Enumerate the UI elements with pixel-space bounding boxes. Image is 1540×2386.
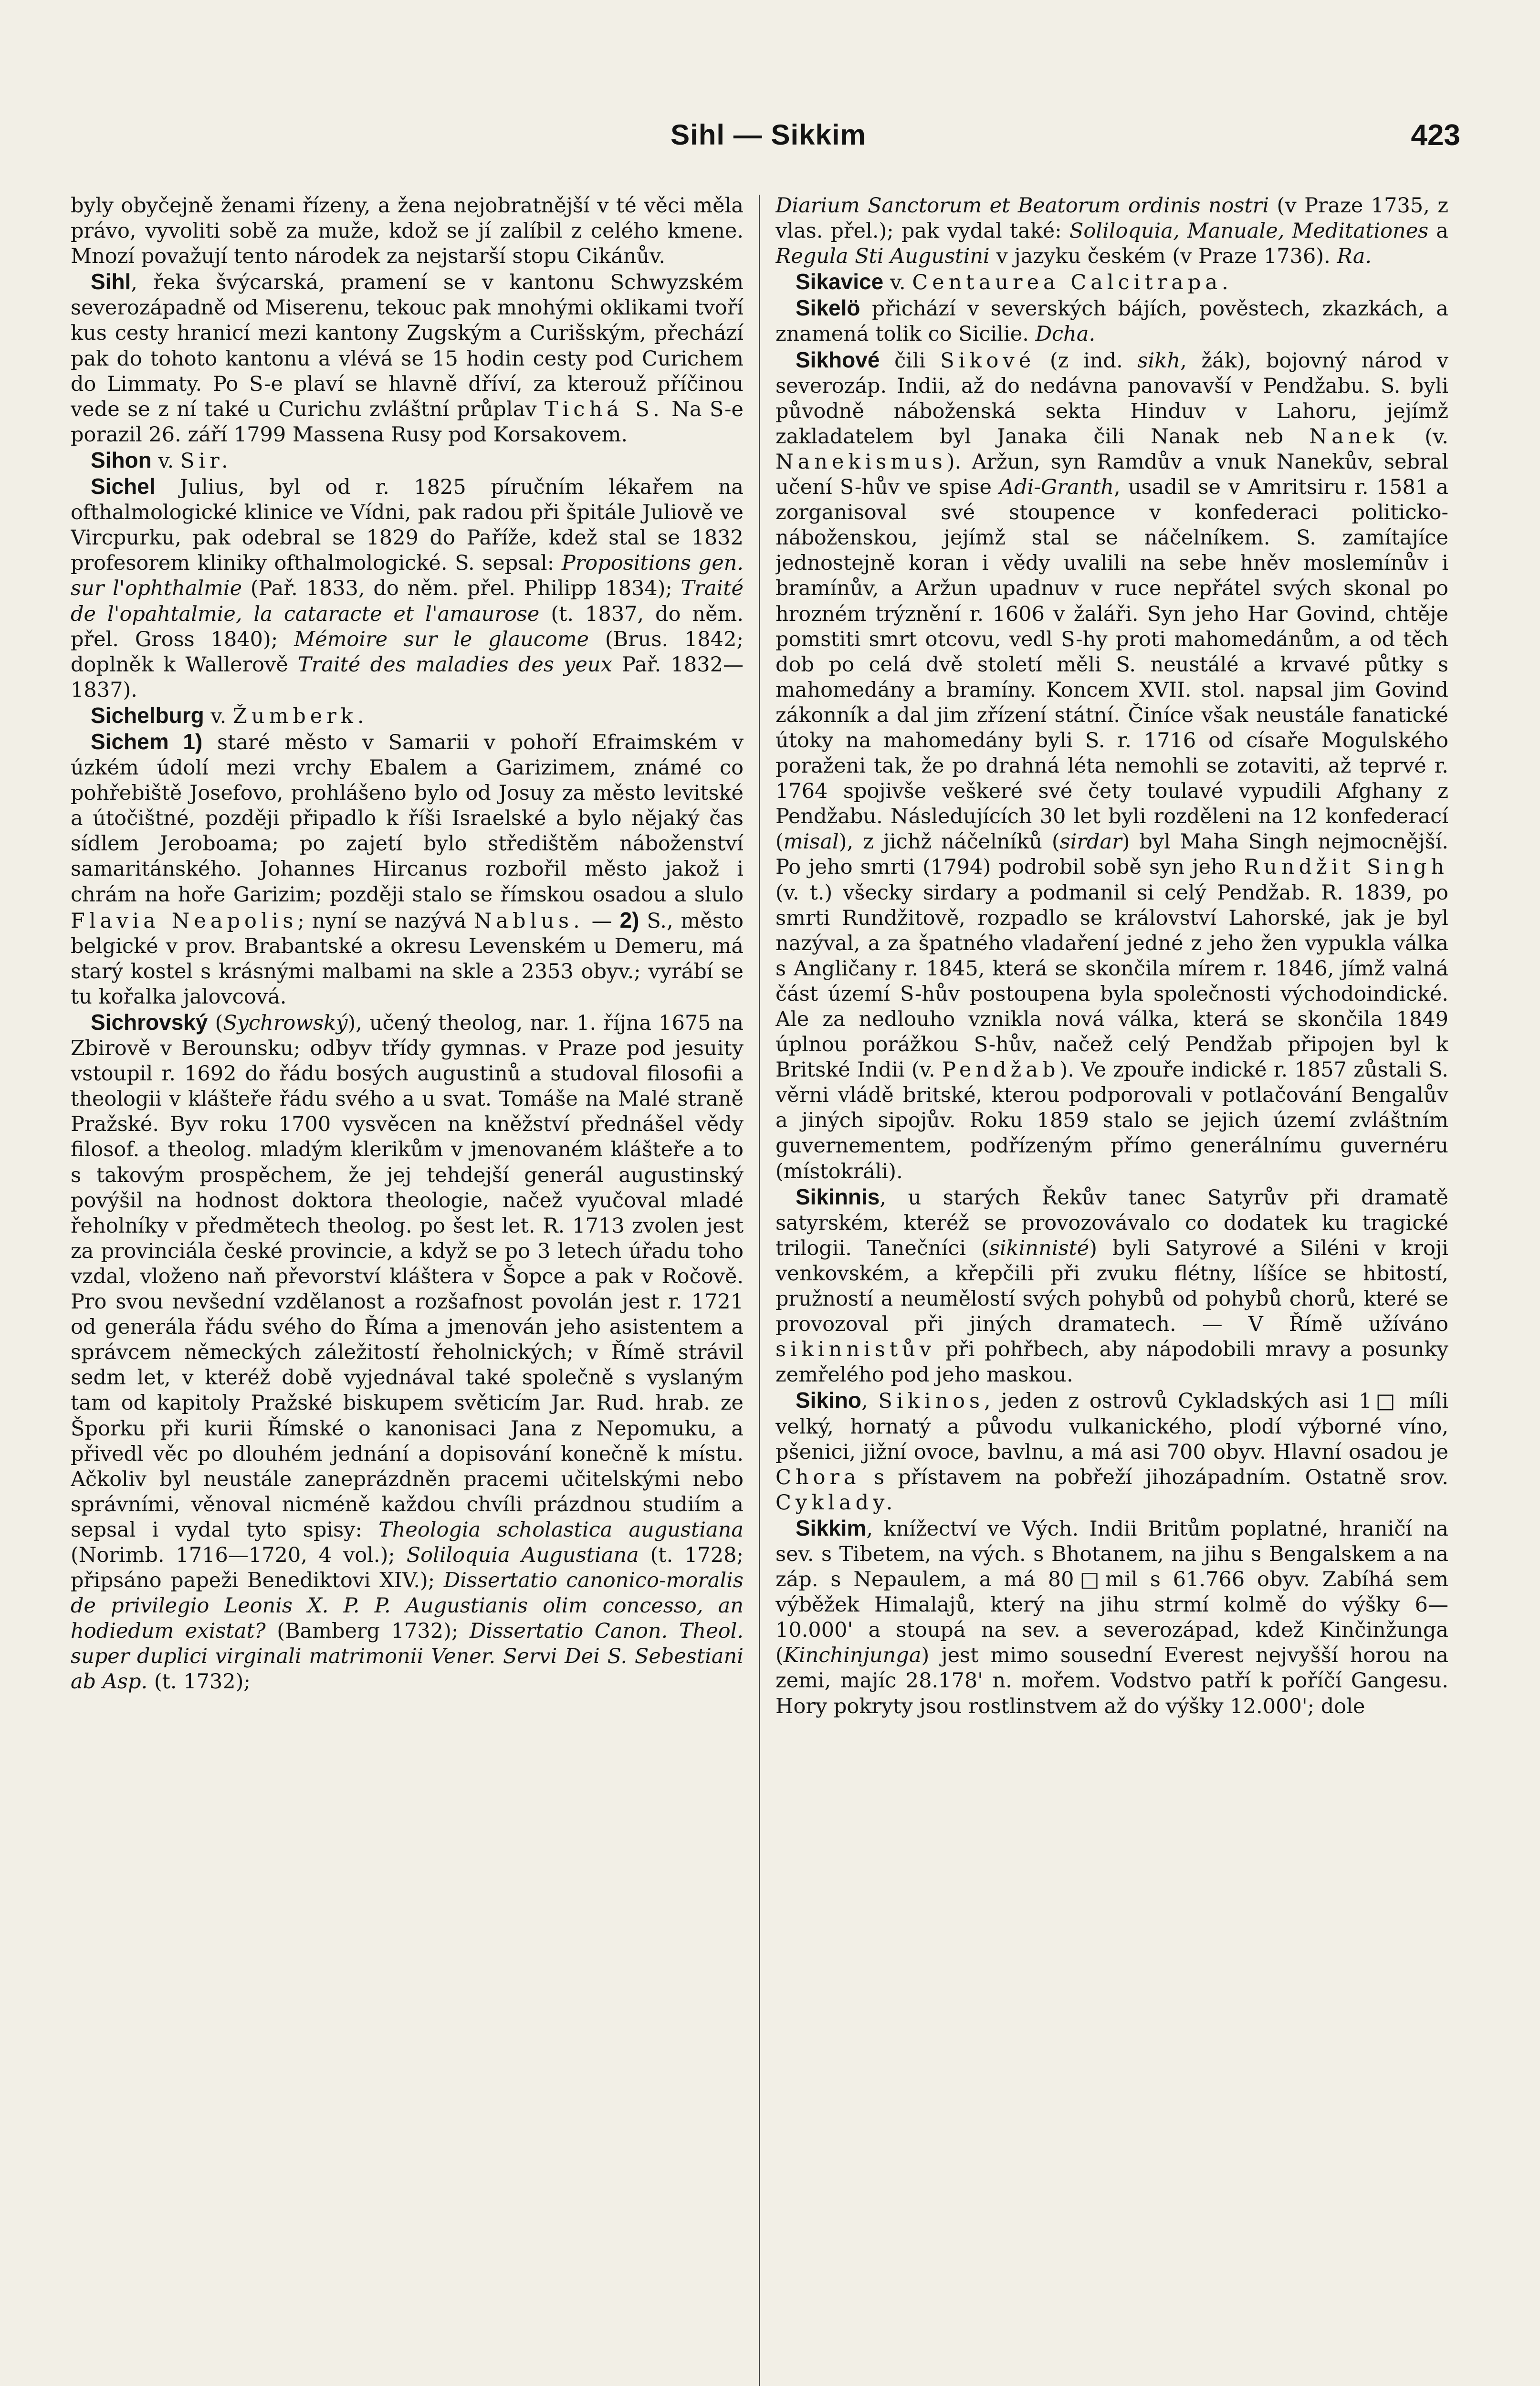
entry-text: čili: [880, 348, 941, 373]
entry-text: , u starých Řekův tanec Satyrův při dramatě satyrském, kteréž se provozovávalo co dodatek ku tragické trilogii. Tanečníci (: [775, 1185, 1448, 1260]
right-column: [775, 193, 1448, 2386]
entry-text: (Norimb. 1716—1720, 4 vol.);: [71, 1543, 407, 1567]
entry-text: ,: [861, 1389, 879, 1413]
entry-text: (Pař. 1833, do něm. přel. Philipp 1834);: [242, 576, 681, 601]
entry-text: , jeden z ostrovů Cykladských asi 1□ míli velký, hornatý a původu vulkanického, plodí výborné víno, pšenici, jižní ovoce, bavlnu, a má asi 700 obyv. Hlavní osadou je: [775, 1389, 1448, 1464]
entry-headword: Sihl: [91, 269, 131, 294]
dictionary-entry: [775, 347, 1448, 1184]
entry-text: , řeka švýcarská, pramení se v kantonu Schwyzském severozápadně od Miserenu, tekouc pak mnohými oklikami tvoří kus cesty hranicí mezi kantony Zugským a Curišským, přechází pak do tohoto kantonu a vlévá se 15 hodin cesty pod Curichem do Limmaty. Po S-e plaví se hlavně dříví, za kterouž příčinou vede se z ní také u Curichu zvláštní průplav: [71, 271, 744, 421]
italic-text: sikinnisté: [989, 1236, 1090, 1260]
italic-text: Traité de l'opahtalmie, la cataracte et l'amaurose: [71, 576, 744, 626]
spaced-text: Rundžit Singh: [1244, 855, 1448, 879]
dictionary-entry: [775, 1388, 1448, 1515]
italic-text: Dissertatio Canon. Theol. super duplici virginali matrimonii Vener. Servi Dei S. Sebestiani ab Asp.: [71, 1619, 744, 1694]
entry-text: v jazyku českém (v Praze 1736).: [989, 244, 1337, 269]
entry-text: při pohřbech, aby nápodobili mravy a posunky zemřelého pod jeho maskou.: [775, 1338, 1448, 1387]
entry-text: (Brus. 1842; doplněk k Wallerově: [71, 627, 744, 677]
spaced-text: Flavia Neapolis: [71, 909, 298, 933]
entry-text: staré město v Samarii v pohoří Efraimském v úzkém údolí mezi vrchy Ebalem a Garizimem, známé co pohřebiště Josefovo, prohlášeno bylo od Josuy za město levitské a útočištné, později připadlo k říši Israelské a bylo nějaký čas sídlem Jeroboama; po zajetí bylo středištěm náboženství samaritánského. Johannes Hircanus rozbořil město jakož i chrám na hoře Garizim; později stalo se římskou osadou a slulo: [71, 730, 744, 907]
dictionary-entry: [775, 1516, 1448, 1719]
italic-text: Soliloquia Augustiana: [406, 1543, 639, 1567]
entry-text: (z ind.: [1035, 348, 1138, 373]
page-number: 423: [1411, 119, 1460, 152]
italic-text: Ra.: [1337, 244, 1372, 269]
entry-text: ). Aržun, syn Ramdův a vnuk Nanekův, sebral učení S-hův ve spise: [775, 450, 1448, 500]
entry-text: Na S-e porazil 26. září 1799 Massena Rusy pod Korsakovem.: [71, 397, 744, 447]
spaced-text: Žumberk.: [232, 704, 368, 728]
spaced-text: Pendžab: [942, 1058, 1060, 1082]
italic-text: Traité des maladies des yeux: [298, 652, 612, 677]
spaced-text: Cyklady.: [775, 1490, 897, 1515]
entry-text: v.: [204, 704, 233, 728]
spaced-text: Chora: [775, 1465, 860, 1489]
entry-text: Pař. 1832—1837).: [71, 652, 744, 702]
entry-text: a: [1428, 219, 1448, 243]
entry-text: —: [584, 909, 620, 933]
entry-headword: Sihon: [91, 447, 152, 472]
dictionary-entry: [71, 1010, 744, 1695]
entry-headword: Sikhové: [796, 347, 880, 372]
entry-continuation: [71, 193, 744, 269]
spaced-text: Centaurea Calcitrapa.: [912, 271, 1233, 295]
entry-text: (v.: [1398, 424, 1448, 449]
entry-text: v.: [151, 449, 180, 473]
entry-text: (Bamberg 1732);: [265, 1619, 470, 1643]
italic-text: Dcha.: [1035, 322, 1096, 346]
entry-text: S., město belgické v prov. Brabantské a okresu Levenském u Demeru, má starý kostel s krásnými malbami na skle a 2353 obyv.; vyrábí se tu kořalka jalovcová.: [71, 909, 744, 1009]
italic-text: sirdar: [1059, 830, 1122, 854]
entry-text: v.: [883, 271, 912, 295]
entry-text: (t. 1732);: [147, 1670, 251, 1694]
entry-text: , knížectví ve Vých. Indii Britům poplatné, hraničí na sev. s Tibetem, na vých. s Bhotanem, na jihu s Bengalskem a na záp. s Nepaulem, a má 80□mil s 61.766 obyv. Zabíhá sem výběžek Himalajů, který na jihu strmí kolmě do výšky 6—10.000' a stoupá na sev. a severozápad, kdež Kinčinžunga (: [775, 1517, 1448, 1668]
italic-text: Sychrowský: [223, 1011, 348, 1035]
entry-text: ) byl Maha Singh nejmocnější. Po jeho smrti (1794) podrobil sobě syn jeho: [775, 830, 1448, 879]
italic-text: Regula Sti Augustini: [775, 244, 990, 269]
entry-text: (t. 1728; připsáno papeži Benediktovi XIV.);: [71, 1543, 744, 1593]
spaced-text: Sir.: [180, 449, 232, 473]
italic-text: misal: [783, 830, 839, 854]
spaced-text: Nablus.: [473, 909, 584, 933]
running-header: [72, 118, 1465, 161]
dictionary-entry: [775, 295, 1448, 347]
left-column: [71, 193, 744, 2386]
entry-headword: 2): [619, 907, 639, 932]
spaced-text: sikinnistův: [775, 1338, 936, 1362]
italic-text: sikh: [1137, 348, 1181, 373]
spaced-text: Nanekismus: [775, 450, 947, 474]
entry-headword: Sichem 1): [91, 729, 203, 754]
italic-text: Theologia scholastica augustiana: [378, 1517, 744, 1542]
entry-text: (: [208, 1011, 223, 1035]
entry-text: ). Ve zpouře indické r. 1857 zůstali S. věrni vládě britské, kterou podporovali v potlačování Bengalův a jiných sipojův. Roku 1859 stalo se jejich území zvláštním guvernementem, podřízeným přímo generálnímu guvernéru (místokráli).: [775, 1058, 1448, 1183]
entry-continuation: [775, 193, 1448, 269]
italic-text: Soliloquia, Manuale, Meditationes: [1069, 219, 1429, 243]
entry-headword: Sikelö: [796, 295, 860, 321]
column-divider: [759, 195, 760, 2386]
dictionary-entry: [775, 269, 1448, 295]
dictionary-entry: [775, 1184, 1448, 1388]
entry-text: (v Praze 1735, z vlas. přel.); pak vydal také:: [775, 194, 1448, 243]
entry-headword: Sichelburg: [91, 702, 204, 728]
entry-headword: Sichel: [91, 474, 156, 499]
entry-text: Julius, byl od r. 1825 píručním lékařem na ofthalmologické klinice ve Vídni, pak radou při špitále Juliově ve Vircpurku, pak odebral se 1829 do Paříže, kdež stal se 1832 profesorem kliniky ofthalmologické. S. sepsal:: [71, 475, 744, 576]
italic-text: Mémoire sur le glaucome: [294, 627, 589, 651]
dictionary-entry: [71, 269, 744, 448]
italic-text: Adi-Granth: [999, 475, 1114, 500]
entry-text: ; nyní se nazývá: [297, 909, 474, 933]
italic-text: Kinchinjunga: [783, 1643, 922, 1668]
spaced-text: Tichá S.: [544, 397, 664, 421]
spaced-text: Sikové: [940, 348, 1036, 373]
entry-headword: Sikino: [796, 1388, 862, 1413]
entry-text: ) jest mimo sousední Everest nejvyšší horou na zemi, majíc 28.178' n. mořem. Vodstvo patří k poříčí Gangesu. Hory pokryty jsou rostlinstvem až do výšky 12.000'; dole: [775, 1643, 1448, 1718]
entry-text: , usadil se v Amritsiru r. 1581 a zorganisoval své stoupence v konfederaci politicko-náboženskou, jejímž stal se náčelníkem. S. zamítajíce jednostejně koran i vědy uvalili na sebe hněv moslemínův i bramínův, a Aržun upadnuv v ruce nepřátel svých skonal po hrozném trýznění r. 1606 v žaláři. Syn jeho Har Govind, chtěje pomstiti smrt otcovu, vedl S-hy proti mahomedánům, a od těch dob po celá dvě století měli S. neustálé a krvavé půtky s mahomedány a bramíny. Koncem XVII. stol. napsal jim Govind zákonník a dal jim zřízení státní. Činíce však neustále fanatické útoky na mahomedány byli S. r. 1716 od císaře Mogulského poraženi tak, že po drahná léta nemohli se zotaviti, až teprvé r. 1764 spojivše veškeré své čety toulavé vypudili Afghany z Pendžabu. Následujících 30 let byli rozděleni na 12 konfederací (: [775, 475, 1448, 854]
dictionary-entry: [71, 703, 744, 729]
entry-headword: Sichrovský: [91, 1010, 208, 1035]
spaced-text: Sikinos: [878, 1389, 985, 1413]
entry-headword: Sikkim: [796, 1515, 867, 1540]
entry-text: (t. 1837, do něm. přel. Gross 1840);: [71, 602, 744, 651]
spaced-text: Nanek: [1309, 424, 1399, 449]
entry-headword: Sikinnis: [796, 1184, 880, 1209]
italic-text: Propositions gen. sur l'ophthalmie: [71, 551, 744, 601]
entry-text: s přístavem na pobřeží jihozápadním. Ostatně srov.: [860, 1465, 1448, 1489]
running-title: Sihl — Sikkim: [670, 119, 866, 151]
entry-text: ), z jichž náčelníků (: [838, 830, 1060, 854]
entry-text: ) byli Satyrové a Siléni v kroji venkovském, a křepčili při zvuku flétny, líšíce se hbitostí, pružností a neumělostí svých pohybů od pohybů chorů, které se provozoval při jiných dramatech. — V Římě užíváno: [775, 1236, 1448, 1337]
italic-text: Diarium Sanctorum et Beatorum ordinis nostri: [775, 194, 1269, 218]
entry-text: , žák), bojovný národ v severozáp. Indii, až do nedávna panovavší v Pendžabu. S. byli původně náboženská sekta Hinduv v Lahoru, jejímž zakladatelem byl Janaka čili Nanak neb: [775, 348, 1448, 449]
dictionary-entry: [71, 474, 744, 703]
entry-text: byly obyčejně ženami řízeny, a žena nejobratnější v té věci měla právo, vyvoliti sobě za muže, kdož se jí zalíbil z celého kmene. Mnozí považují tento národek za nejstarší stopu Cikánův.: [71, 194, 744, 269]
entry-text: (v. t.) všecky sirdary a podmanil si celý Pendžab. R. 1839, po smrti Rundžitově, rozpadlo se království Lahorské, jak je byl nazýval, a za špatného vladaření jedné z jeho žen vypukla válka s Angličany r. 1845, která se skončila mírem r. 1846, jímž valná část území S-hův postoupena byla společnosti východoindické. Ale za nedlouho vznikla nová válka, která se skončila 1849 úplnou porážkou S-hův, načež celý Pendžab připojen byl k Britské Indii (v.: [775, 880, 1448, 1082]
entry-text: přichází v severských bájích, pověstech, zkazkách, a znamená tolik co Sicilie.: [775, 297, 1448, 346]
entry-text: ), učený theolog, nar. 1. října 1675 na Zbirově v Berounsku; odbyv třídy gymnas. v Praze pod jesuity vstoupil r. 1692 do řádu bosých augustinů a studoval filosofii a theologii v klášteře řádu svého a u svat. Tomáše na Malé straně Pražské. Byv roku 1700 vysvěcen na kněžství přednášel vědy filosof. a theolog. mladým klerikům v jmenovaném klášteře a to s takovým prospěchem, že jej tehdejší generál augustinský povýšil na hodnost doktora theologie, načež vyučoval mladé řeholníky v předmětech theolog. po šest let. R. 1713 zvolen jest za provinciála české provincie, a když se po 3 letech úřadu toho vzdal, vloženo naň převorství kláštera v Šopce a pak v Ročově. Pro svou nevšední vzdělanost a rozšafnost povolán jest r. 1721 od generála řádu svého do Říma a jmenován jeho asistentem a správcem německých záležitostí řeholnických; v Římě strávil sedm let, v kteréž době vyjednával také společně s vyslaným tam od kapitoly Pražské biskupem světicím Jar. Rud. hrab. ze Šporku při kurii Římské o kanonisaci Jana z Nepomuku, a přivedl věc po dlouhém jednání a dopisování konečně k místu. Ačkoliv byl neustále zaneprázdněn pracemi učitelskými nebo správními, věnoval nicméně každou chvíli prázdnou studiím a sepsal i vydal tyto spisy:: [71, 1011, 744, 1542]
dictionary-entry: [71, 729, 744, 1010]
dictionary-entry: [71, 448, 744, 474]
entry-headword: Sikavice: [796, 269, 884, 294]
italic-text: Dissertatio canonico-moralis de privilegio Leonis X. P. P. Augustianis olim concesso, an hodiedum existat?: [71, 1569, 744, 1643]
